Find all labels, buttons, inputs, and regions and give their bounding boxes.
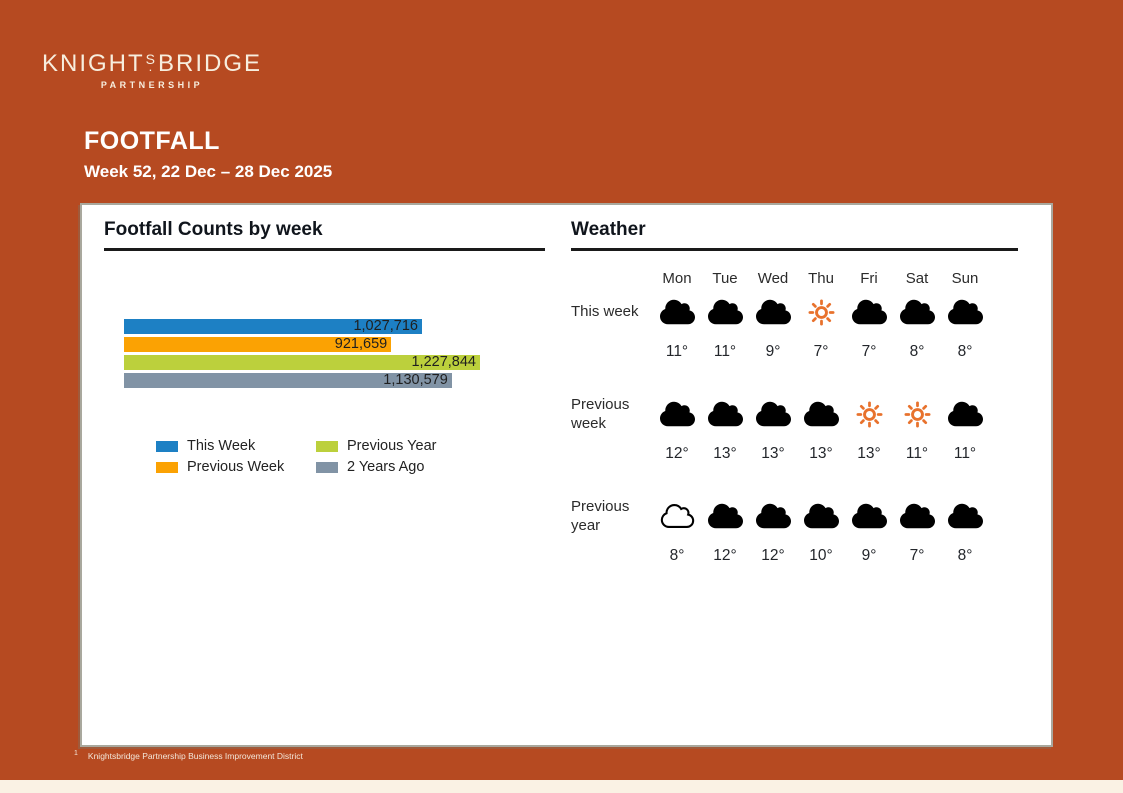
temperature-value: 7°	[861, 343, 877, 360]
legend-item-2-years-ago	[316, 459, 476, 475]
temperature-value: 12°	[761, 547, 785, 564]
day-label-fri: Fri	[860, 270, 878, 287]
content-card	[80, 203, 1053, 747]
cloud-icon	[845, 289, 893, 335]
logo-text-knight: KNIGHT	[42, 50, 145, 77]
day-label-wed: Wed	[757, 270, 789, 287]
cloud-icon	[653, 391, 701, 437]
logo-text-bridge: BRIDGE	[158, 50, 263, 77]
legend-item-this-week	[156, 438, 316, 454]
day-label-sat: Sat	[905, 270, 929, 287]
cloud-icon	[749, 289, 797, 335]
legend-label: Previous Year	[347, 438, 437, 454]
temperature-value: 12°	[665, 445, 689, 462]
temperature-value: 8°	[957, 343, 973, 360]
weather-grid-corner	[571, 261, 653, 289]
page-subtitle: Week 52, 22 Dec – 28 Dec 2025	[84, 161, 333, 181]
cloud-icon	[653, 289, 701, 335]
weather-temp-spacer	[571, 335, 653, 377]
weather-temp-spacer	[571, 437, 653, 479]
temperature-value: 11°	[713, 343, 737, 360]
weather-row-label-this-week: This week	[571, 303, 639, 321]
day-label-mon: Mon	[662, 270, 692, 287]
cloud-icon	[941, 493, 989, 539]
bar-value-label: 1,027,716	[353, 318, 418, 334]
temperature-value: 11°	[953, 445, 977, 462]
weather-temp-spacer	[571, 539, 653, 581]
cloud-icon	[701, 391, 749, 437]
cloud-icon	[749, 391, 797, 437]
day-label-sun: Sun	[951, 270, 979, 287]
cloud-icon	[845, 493, 893, 539]
logo-small-s: S .	[146, 52, 157, 66]
weather-row-spacer	[571, 377, 989, 391]
cloud-outline-icon	[653, 493, 701, 539]
weather-row-label-previous-year: Previous year	[571, 497, 630, 534]
legend-label: Previous Week	[187, 459, 285, 475]
chart-title-rule	[104, 248, 545, 251]
bottom-strip	[0, 780, 1123, 793]
legend-item-previous-year	[316, 438, 476, 454]
cloud-icon	[941, 289, 989, 335]
cloud-icon	[797, 493, 845, 539]
legend-swatch	[316, 441, 338, 452]
footfall-chart-section	[104, 219, 545, 475]
sun-icon	[845, 391, 893, 437]
legend-label: 2 Years Ago	[347, 459, 425, 475]
legend-label: This Week	[187, 438, 256, 454]
bar-value-label: 1,130,579	[383, 372, 448, 388]
legend-item-previous-week	[156, 459, 316, 475]
cloud-icon	[701, 289, 749, 335]
temperature-value: 8°	[669, 547, 685, 564]
cloud-icon	[941, 391, 989, 437]
temperature-value: 8°	[957, 547, 973, 564]
knightsbridge-logo	[42, 52, 262, 90]
weather-row-label-previous-week: Previous week	[571, 395, 630, 432]
temperature-value: 13°	[713, 445, 737, 462]
temperature-value: 13°	[809, 445, 833, 462]
cloud-icon	[749, 493, 797, 539]
page-footer	[74, 750, 303, 761]
cloud-icon	[701, 493, 749, 539]
temperature-value: 13°	[857, 445, 881, 462]
footnote-number: 1	[74, 750, 78, 757]
logo-partnership-label: PARTNERSHIP	[100, 80, 204, 90]
cloud-icon	[797, 391, 845, 437]
bar-previous-year	[124, 355, 480, 370]
day-label-thu: Thu	[808, 270, 834, 287]
cloud-icon	[893, 289, 941, 335]
cloud-icon	[893, 493, 941, 539]
legend-swatch	[156, 462, 178, 473]
legend-swatch	[156, 441, 178, 452]
temperature-value: 7°	[813, 343, 829, 360]
weather-row-spacer	[571, 479, 989, 493]
temperature-value: 11°	[905, 445, 929, 462]
footer-text: Knightsbridge Partnership Business Improvement District	[87, 750, 303, 761]
weather-title-rule	[571, 248, 1018, 251]
temperature-value: 9°	[861, 547, 877, 564]
temperature-value: 11°	[665, 343, 689, 360]
temperature-value: 7°	[909, 547, 925, 564]
bar-previous-week	[124, 337, 391, 352]
sun-icon	[893, 391, 941, 437]
temperature-value: 13°	[761, 445, 785, 462]
temperature-value: 12°	[713, 547, 737, 564]
logo-wordmark	[42, 52, 262, 76]
temperature-value: 10°	[809, 547, 833, 564]
weather-title: Weather	[571, 219, 646, 240]
bar-chart	[124, 319, 480, 388]
day-label-tue: Tue	[712, 270, 738, 287]
chart-title: Footfall Counts by week	[104, 219, 323, 240]
bar-2-years-ago	[124, 373, 452, 388]
weather-section	[571, 219, 1018, 581]
temperature-value: 8°	[909, 343, 925, 360]
legend-swatch	[316, 462, 338, 473]
chart-legend	[156, 438, 545, 475]
weather-grid	[571, 261, 1018, 581]
title-block	[84, 128, 332, 182]
bar-value-label: 1,227,844	[411, 354, 476, 370]
sun-icon	[797, 289, 845, 335]
bar-this-week	[124, 319, 422, 334]
page-title: FOOTFALL	[84, 127, 220, 155]
temperature-value: 9°	[765, 343, 781, 360]
bar-value-label: 921,659	[334, 336, 388, 352]
